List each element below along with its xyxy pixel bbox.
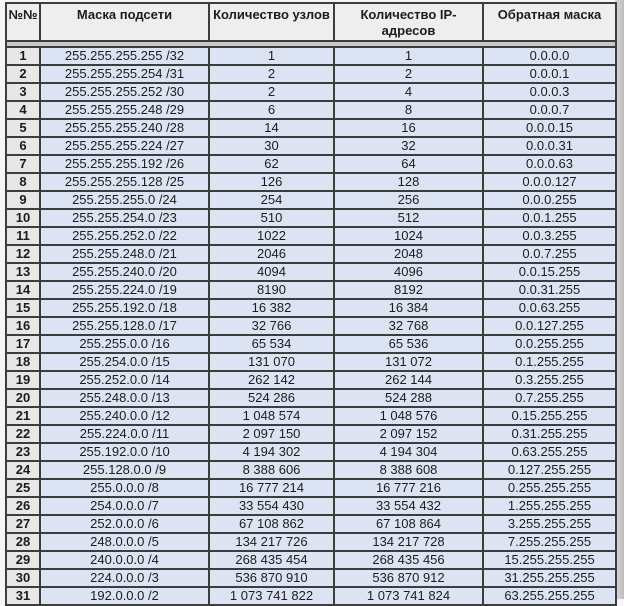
wildcard-mask-cell: 15.255.255.255: [483, 551, 616, 569]
ip-count-cell: 1 073 741 824: [334, 587, 483, 605]
host-count-cell: 2: [209, 65, 334, 83]
row-number-cell: 9: [6, 191, 40, 209]
row-number-cell: 19: [6, 371, 40, 389]
host-count-cell: 67 108 862: [209, 515, 334, 533]
row-number-cell: 4: [6, 101, 40, 119]
row-number-cell: 11: [6, 227, 40, 245]
table-row: [6, 281, 616, 299]
host-count-cell: 134 217 726: [209, 533, 334, 551]
subnet-mask-cell: 255.255.255.0 /24: [40, 191, 209, 209]
row-number-cell: 2: [6, 65, 40, 83]
subnet-mask-cell: 252.0.0.0 /6: [40, 515, 209, 533]
row-number-cell: 6: [6, 137, 40, 155]
subnet-mask-cell: 255.255.254.0 /23: [40, 209, 209, 227]
subnet-mask-cell: 255.128.0.0 /9: [40, 461, 209, 479]
wildcard-mask-cell: 0.0.0.15: [483, 119, 616, 137]
wildcard-mask-cell: 31.255.255.255: [483, 569, 616, 587]
row-number-cell: 16: [6, 317, 40, 335]
wildcard-mask-cell: 0.7.255.255: [483, 389, 616, 407]
table-row: [6, 191, 616, 209]
col-header-host-count: Количество узлов: [209, 3, 334, 41]
col-header-subnet-mask: Маска подсети: [40, 3, 209, 41]
wildcard-mask-cell: 0.0.3.255: [483, 227, 616, 245]
subnet-mask-cell: 255.192.0.0 /10: [40, 443, 209, 461]
col-header-wildcard-mask: Обратная маска: [483, 3, 616, 41]
host-count-cell: 8190: [209, 281, 334, 299]
subnet-mask-cell: 255.255.128.0 /17: [40, 317, 209, 335]
host-count-cell: 4 194 302: [209, 443, 334, 461]
wildcard-mask-cell: 3.255.255.255: [483, 515, 616, 533]
table-row: [6, 515, 616, 533]
subnet-mask-cell: 255.255.255.224 /27: [40, 137, 209, 155]
table-row: [6, 173, 616, 191]
table-row: [6, 587, 616, 605]
table-row: [6, 569, 616, 587]
col-header-ip-count: Количество IP-адресов: [334, 3, 483, 41]
table-row: [6, 353, 616, 371]
host-count-cell: 65 534: [209, 335, 334, 353]
table-row: [6, 245, 616, 263]
host-count-cell: 268 435 454: [209, 551, 334, 569]
wildcard-mask-cell: 0.127.255.255: [483, 461, 616, 479]
host-count-cell: 1: [209, 47, 334, 65]
table-row: [6, 155, 616, 173]
host-count-cell: 14: [209, 119, 334, 137]
wildcard-mask-cell: 0.0.0.7: [483, 101, 616, 119]
table-row: [6, 551, 616, 569]
row-number-cell: 29: [6, 551, 40, 569]
ip-count-cell: 536 870 912: [334, 569, 483, 587]
row-number-cell: 14: [6, 281, 40, 299]
ip-count-cell: 256: [334, 191, 483, 209]
row-number-cell: 27: [6, 515, 40, 533]
host-count-cell: 2: [209, 83, 334, 101]
row-number-cell: 24: [6, 461, 40, 479]
subnet-mask-cell: 248.0.0.0 /5: [40, 533, 209, 551]
ip-count-cell: 16: [334, 119, 483, 137]
wildcard-mask-cell: 0.0.0.255: [483, 191, 616, 209]
subnet-mask-cell: 255.252.0.0 /14: [40, 371, 209, 389]
table-row: [6, 425, 616, 443]
table-row: [6, 335, 616, 353]
row-number-cell: 5: [6, 119, 40, 137]
table-row: [6, 461, 616, 479]
host-count-cell: 8 388 606: [209, 461, 334, 479]
subnet-mask-cell: 240.0.0.0 /4: [40, 551, 209, 569]
subnet-mask-cell: 255.255.255.255 /32: [40, 47, 209, 65]
wildcard-mask-cell: 0.255.255.255: [483, 479, 616, 497]
row-number-cell: 1: [6, 47, 40, 65]
host-count-cell: 1022: [209, 227, 334, 245]
subnet-mask-cell: 255.255.0.0 /16: [40, 335, 209, 353]
subnet-mask-cell: 192.0.0.0 /2: [40, 587, 209, 605]
header-row: [6, 3, 616, 41]
ip-count-cell: 4: [334, 83, 483, 101]
subnet-mask-cell: 224.0.0.0 /3: [40, 569, 209, 587]
ip-count-cell: 128: [334, 173, 483, 191]
subnet-mask-cell: 255.255.255.254 /31: [40, 65, 209, 83]
subnet-mask-cell: 255.255.255.192 /26: [40, 155, 209, 173]
row-number-cell: 13: [6, 263, 40, 281]
table-row: [6, 83, 616, 101]
host-count-cell: 16 777 214: [209, 479, 334, 497]
table-row: [6, 317, 616, 335]
table-row: [6, 65, 616, 83]
table-row: [6, 101, 616, 119]
host-count-cell: 1 048 574: [209, 407, 334, 425]
host-count-cell: 262 142: [209, 371, 334, 389]
host-count-cell: 32 766: [209, 317, 334, 335]
wildcard-mask-cell: 0.0.0.0: [483, 47, 616, 65]
host-count-cell: 131 070: [209, 353, 334, 371]
wildcard-mask-cell: 0.0.0.1: [483, 65, 616, 83]
row-number-cell: 28: [6, 533, 40, 551]
ip-count-cell: 1: [334, 47, 483, 65]
table-row: [6, 263, 616, 281]
host-count-cell: 254: [209, 191, 334, 209]
wildcard-mask-cell: 0.31.255.255: [483, 425, 616, 443]
ip-count-cell: 33 554 432: [334, 497, 483, 515]
wildcard-mask-cell: 0.0.63.255: [483, 299, 616, 317]
table-row: [6, 497, 616, 515]
ip-count-cell: 16 384: [334, 299, 483, 317]
row-number-cell: 21: [6, 407, 40, 425]
wildcard-mask-cell: 0.0.0.127: [483, 173, 616, 191]
ip-count-cell: 16 777 216: [334, 479, 483, 497]
subnet-mask-cell: 255.255.248.0 /21: [40, 245, 209, 263]
table-row: [6, 209, 616, 227]
subnet-mask-cell: 255.248.0.0 /13: [40, 389, 209, 407]
ip-count-cell: 2048: [334, 245, 483, 263]
host-count-cell: 2046: [209, 245, 334, 263]
ip-count-cell: 1 048 576: [334, 407, 483, 425]
row-number-cell: 23: [6, 443, 40, 461]
host-count-cell: 30: [209, 137, 334, 155]
subnet-mask-cell: 255.254.0.0 /15: [40, 353, 209, 371]
table-row: [6, 443, 616, 461]
row-number-cell: 10: [6, 209, 40, 227]
subnet-mask-cell: 255.255.255.128 /25: [40, 173, 209, 191]
host-count-cell: 33 554 430: [209, 497, 334, 515]
ip-count-cell: 2: [334, 65, 483, 83]
wildcard-mask-cell: 0.0.0.3: [483, 83, 616, 101]
host-count-cell: 62: [209, 155, 334, 173]
wildcard-mask-cell: 63.255.255.255: [483, 587, 616, 605]
ip-count-cell: 4 194 304: [334, 443, 483, 461]
host-count-cell: 1 073 741 822: [209, 587, 334, 605]
ip-count-cell: 2 097 152: [334, 425, 483, 443]
table-body: [6, 47, 616, 605]
host-count-cell: 2 097 150: [209, 425, 334, 443]
host-count-cell: 524 286: [209, 389, 334, 407]
host-count-cell: 4094: [209, 263, 334, 281]
wildcard-mask-cell: 0.0.127.255: [483, 317, 616, 335]
col-header-number: №№: [6, 3, 40, 41]
subnet-mask-cell: 255.255.255.248 /29: [40, 101, 209, 119]
wildcard-mask-cell: 0.15.255.255: [483, 407, 616, 425]
wildcard-mask-cell: 0.0.7.255: [483, 245, 616, 263]
row-number-cell: 20: [6, 389, 40, 407]
subnet-mask-cell: 255.0.0.0 /8: [40, 479, 209, 497]
host-count-cell: 6: [209, 101, 334, 119]
row-number-cell: 25: [6, 479, 40, 497]
wildcard-mask-cell: 0.0.15.255: [483, 263, 616, 281]
wildcard-mask-cell: 0.0.0.63: [483, 155, 616, 173]
wildcard-mask-cell: 0.3.255.255: [483, 371, 616, 389]
table-row: [6, 533, 616, 551]
ip-count-cell: 512: [334, 209, 483, 227]
row-number-cell: 18: [6, 353, 40, 371]
ip-count-cell: 4096: [334, 263, 483, 281]
ip-count-cell: 268 435 456: [334, 551, 483, 569]
subnet-mask-cell: 255.255.240.0 /20: [40, 263, 209, 281]
table-row: [6, 47, 616, 65]
ip-count-cell: 8192: [334, 281, 483, 299]
row-number-cell: 22: [6, 425, 40, 443]
table-row: [6, 407, 616, 425]
ip-count-cell: 1024: [334, 227, 483, 245]
table-row: [6, 479, 616, 497]
host-count-cell: 16 382: [209, 299, 334, 317]
wildcard-mask-cell: 7.255.255.255: [483, 533, 616, 551]
table-row: [6, 227, 616, 245]
wildcard-mask-cell: 0.1.255.255: [483, 353, 616, 371]
row-number-cell: 15: [6, 299, 40, 317]
wildcard-mask-cell: 0.0.31.255: [483, 281, 616, 299]
subnet-mask-cell: 255.255.224.0 /19: [40, 281, 209, 299]
table-row: [6, 119, 616, 137]
subnet-mask-cell: 255.240.0.0 /12: [40, 407, 209, 425]
subnet-mask-cell: 255.255.192.0 /18: [40, 299, 209, 317]
table-row: [6, 137, 616, 155]
subnet-mask-table: [5, 2, 617, 606]
wildcard-mask-cell: 0.0.0.31: [483, 137, 616, 155]
row-number-cell: 3: [6, 83, 40, 101]
host-count-cell: 510: [209, 209, 334, 227]
ip-count-cell: 32: [334, 137, 483, 155]
wildcard-mask-cell: 0.0.1.255: [483, 209, 616, 227]
table-row: [6, 389, 616, 407]
host-count-cell: 536 870 910: [209, 569, 334, 587]
row-number-cell: 31: [6, 587, 40, 605]
subnet-mask-cell: 255.255.255.240 /28: [40, 119, 209, 137]
ip-count-cell: 134 217 728: [334, 533, 483, 551]
row-number-cell: 17: [6, 335, 40, 353]
wildcard-mask-cell: 1.255.255.255: [483, 497, 616, 515]
row-number-cell: 8: [6, 173, 40, 191]
ip-count-cell: 262 144: [334, 371, 483, 389]
ip-count-cell: 32 768: [334, 317, 483, 335]
row-number-cell: 7: [6, 155, 40, 173]
ip-count-cell: 8: [334, 101, 483, 119]
row-number-cell: 30: [6, 569, 40, 587]
ip-count-cell: 8 388 608: [334, 461, 483, 479]
wildcard-mask-cell: 0.0.255.255: [483, 335, 616, 353]
wildcard-mask-cell: 0.63.255.255: [483, 443, 616, 461]
ip-count-cell: 67 108 864: [334, 515, 483, 533]
ip-count-cell: 65 536: [334, 335, 483, 353]
row-number-cell: 26: [6, 497, 40, 515]
subnet-mask-cell: 255.224.0.0 /11: [40, 425, 209, 443]
table-row: [6, 299, 616, 317]
ip-count-cell: 524 288: [334, 389, 483, 407]
table-row: [6, 371, 616, 389]
subnet-mask-cell: 255.255.252.0 /22: [40, 227, 209, 245]
ip-count-cell: 131 072: [334, 353, 483, 371]
subnet-mask-cell: 254.0.0.0 /7: [40, 497, 209, 515]
ip-count-cell: 64: [334, 155, 483, 173]
host-count-cell: 126: [209, 173, 334, 191]
row-number-cell: 12: [6, 245, 40, 263]
subnet-mask-cell: 255.255.255.252 /30: [40, 83, 209, 101]
table-header: [6, 3, 616, 47]
